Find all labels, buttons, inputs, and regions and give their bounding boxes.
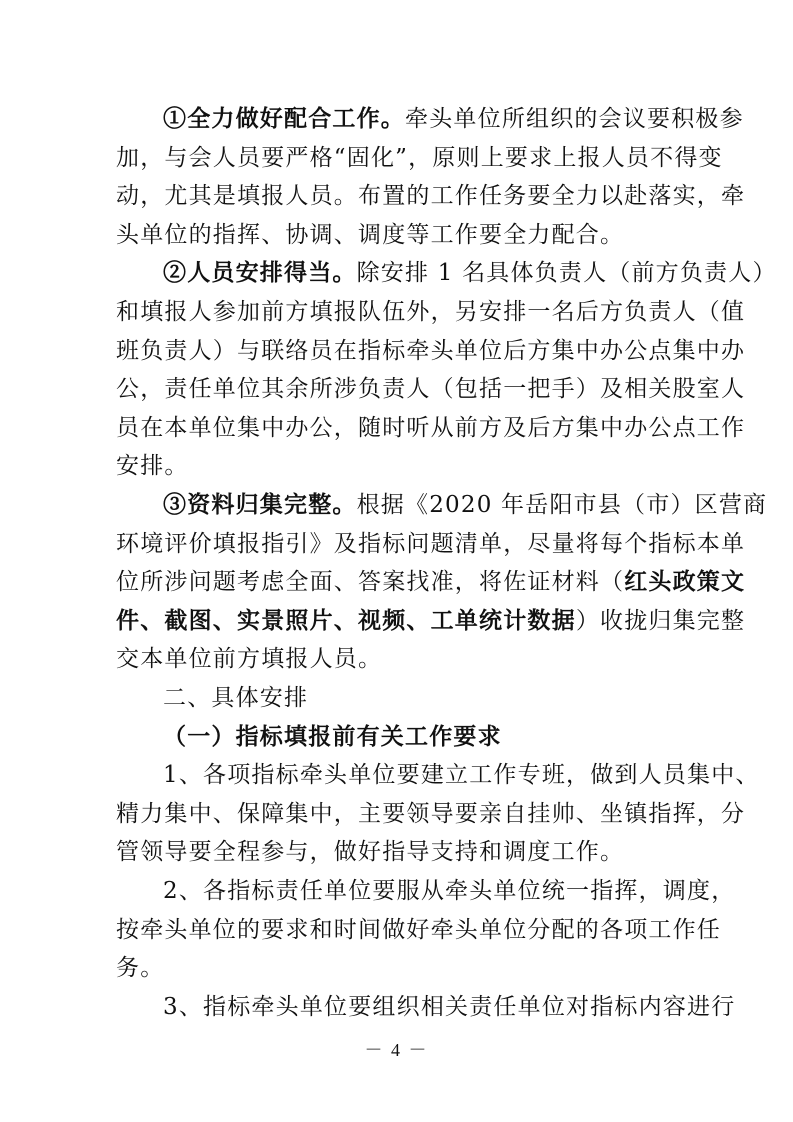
paragraph-3-line-1 bbox=[0, 490, 793, 520]
paragraph-3-number: ③ bbox=[163, 491, 188, 518]
paragraph-1-line-2: 加，与会人员要严格“固化”，原则上要求上报人员不得变 bbox=[116, 144, 723, 171]
paragraph-1-text: 牵头单位所组织的会议要积极参 bbox=[405, 106, 744, 132]
paragraph-1-line-3: 动，尤其是填报人员。布置的工作任务要全力以赴落实，牵 bbox=[116, 183, 746, 210]
item-1-line-2: 精力集中、保障集中，主要领导要亲自挂帅、坐镇指挥，分 bbox=[116, 800, 746, 827]
paragraph-2-title: 人员安排得当。 bbox=[187, 259, 357, 287]
paragraph-1-line-1 bbox=[0, 104, 793, 134]
item-1-line-1: 1、各项指标牵头单位要建立工作专班，做到人员集中、 bbox=[163, 762, 760, 789]
paragraph-3-line-4-text: ）收拢归集完整 bbox=[575, 607, 746, 634]
paragraph-2-number: ② bbox=[163, 259, 188, 287]
paragraph-2-line-6: 安排。 bbox=[116, 453, 189, 480]
paragraph-3-title: 资料归集完整。 bbox=[187, 491, 357, 518]
section-heading: 二、具体安排 bbox=[163, 685, 309, 711]
paragraph-3-line-3-bold: 红头政策文 bbox=[624, 568, 746, 596]
section-subheading: （一）指标填报前有关工作要求 bbox=[163, 722, 502, 750]
paragraph-3-line-4-bold: 件、截图、实景照片、视频、工单统计数据 bbox=[116, 606, 576, 634]
paragraph-2-line-3: 班负责人）与联络员在指标牵头单位后方集中办公点集中办 bbox=[116, 337, 746, 364]
paragraph-2-line-4: 公，责任单位其余所涉负责人（包括一把手）及相关股室人 bbox=[116, 376, 746, 403]
paragraph-2-line-5: 员在本单位集中办公，随时听从前方及后方集中办公点工作 bbox=[116, 414, 746, 441]
item-2-line-1: 2、各指标责任单位要服从牵头单位统一指挥，调度， bbox=[163, 878, 736, 904]
paragraph-2-line-1 bbox=[0, 258, 793, 288]
paragraph-3-line-5: 交本单位前方填报人员。 bbox=[116, 646, 383, 673]
item-3-line-1: 3、指标牵头单位要组织相关责任单位对指标内容进行 bbox=[163, 993, 736, 1020]
paragraph-3-text: 根据《2020 年岳阳市县（市）区营商 bbox=[356, 492, 768, 518]
page-number: － 4 － bbox=[364, 1040, 429, 1060]
paragraph-2-text: 除安排 1 名具体负责人（前方负责人） bbox=[356, 260, 777, 287]
item-2-line-2: 按牵头单位的要求和时间做好牵头单位分配的各项工作任 bbox=[116, 916, 721, 943]
paragraph-3-line-3-text: 位所涉问题考虑全面、答案找准，将佐证材料（ bbox=[116, 569, 625, 596]
paragraph-2-line-2: 和填报人参加前方填报队伍外，另安排一名后方负责人（值 bbox=[116, 299, 746, 325]
item-1-line-3: 管领导要全程参与，做好指导支持和调度工作。 bbox=[116, 839, 625, 866]
paragraph-1-line-4: 头单位的指挥、协调、调度等工作要全力配合。 bbox=[116, 221, 625, 248]
paragraph-3-line-3 bbox=[0, 567, 793, 597]
paragraph-1-number: ① bbox=[163, 105, 188, 132]
item-2-line-3: 务。 bbox=[116, 955, 165, 982]
paragraph-1-title: 全力做好配合工作。 bbox=[187, 105, 406, 132]
paragraph-3-line-4 bbox=[0, 606, 793, 636]
paragraph-3-line-2: 环境评价填报指引》及指标问题清单，尽量将每个指标本单 bbox=[116, 530, 746, 557]
